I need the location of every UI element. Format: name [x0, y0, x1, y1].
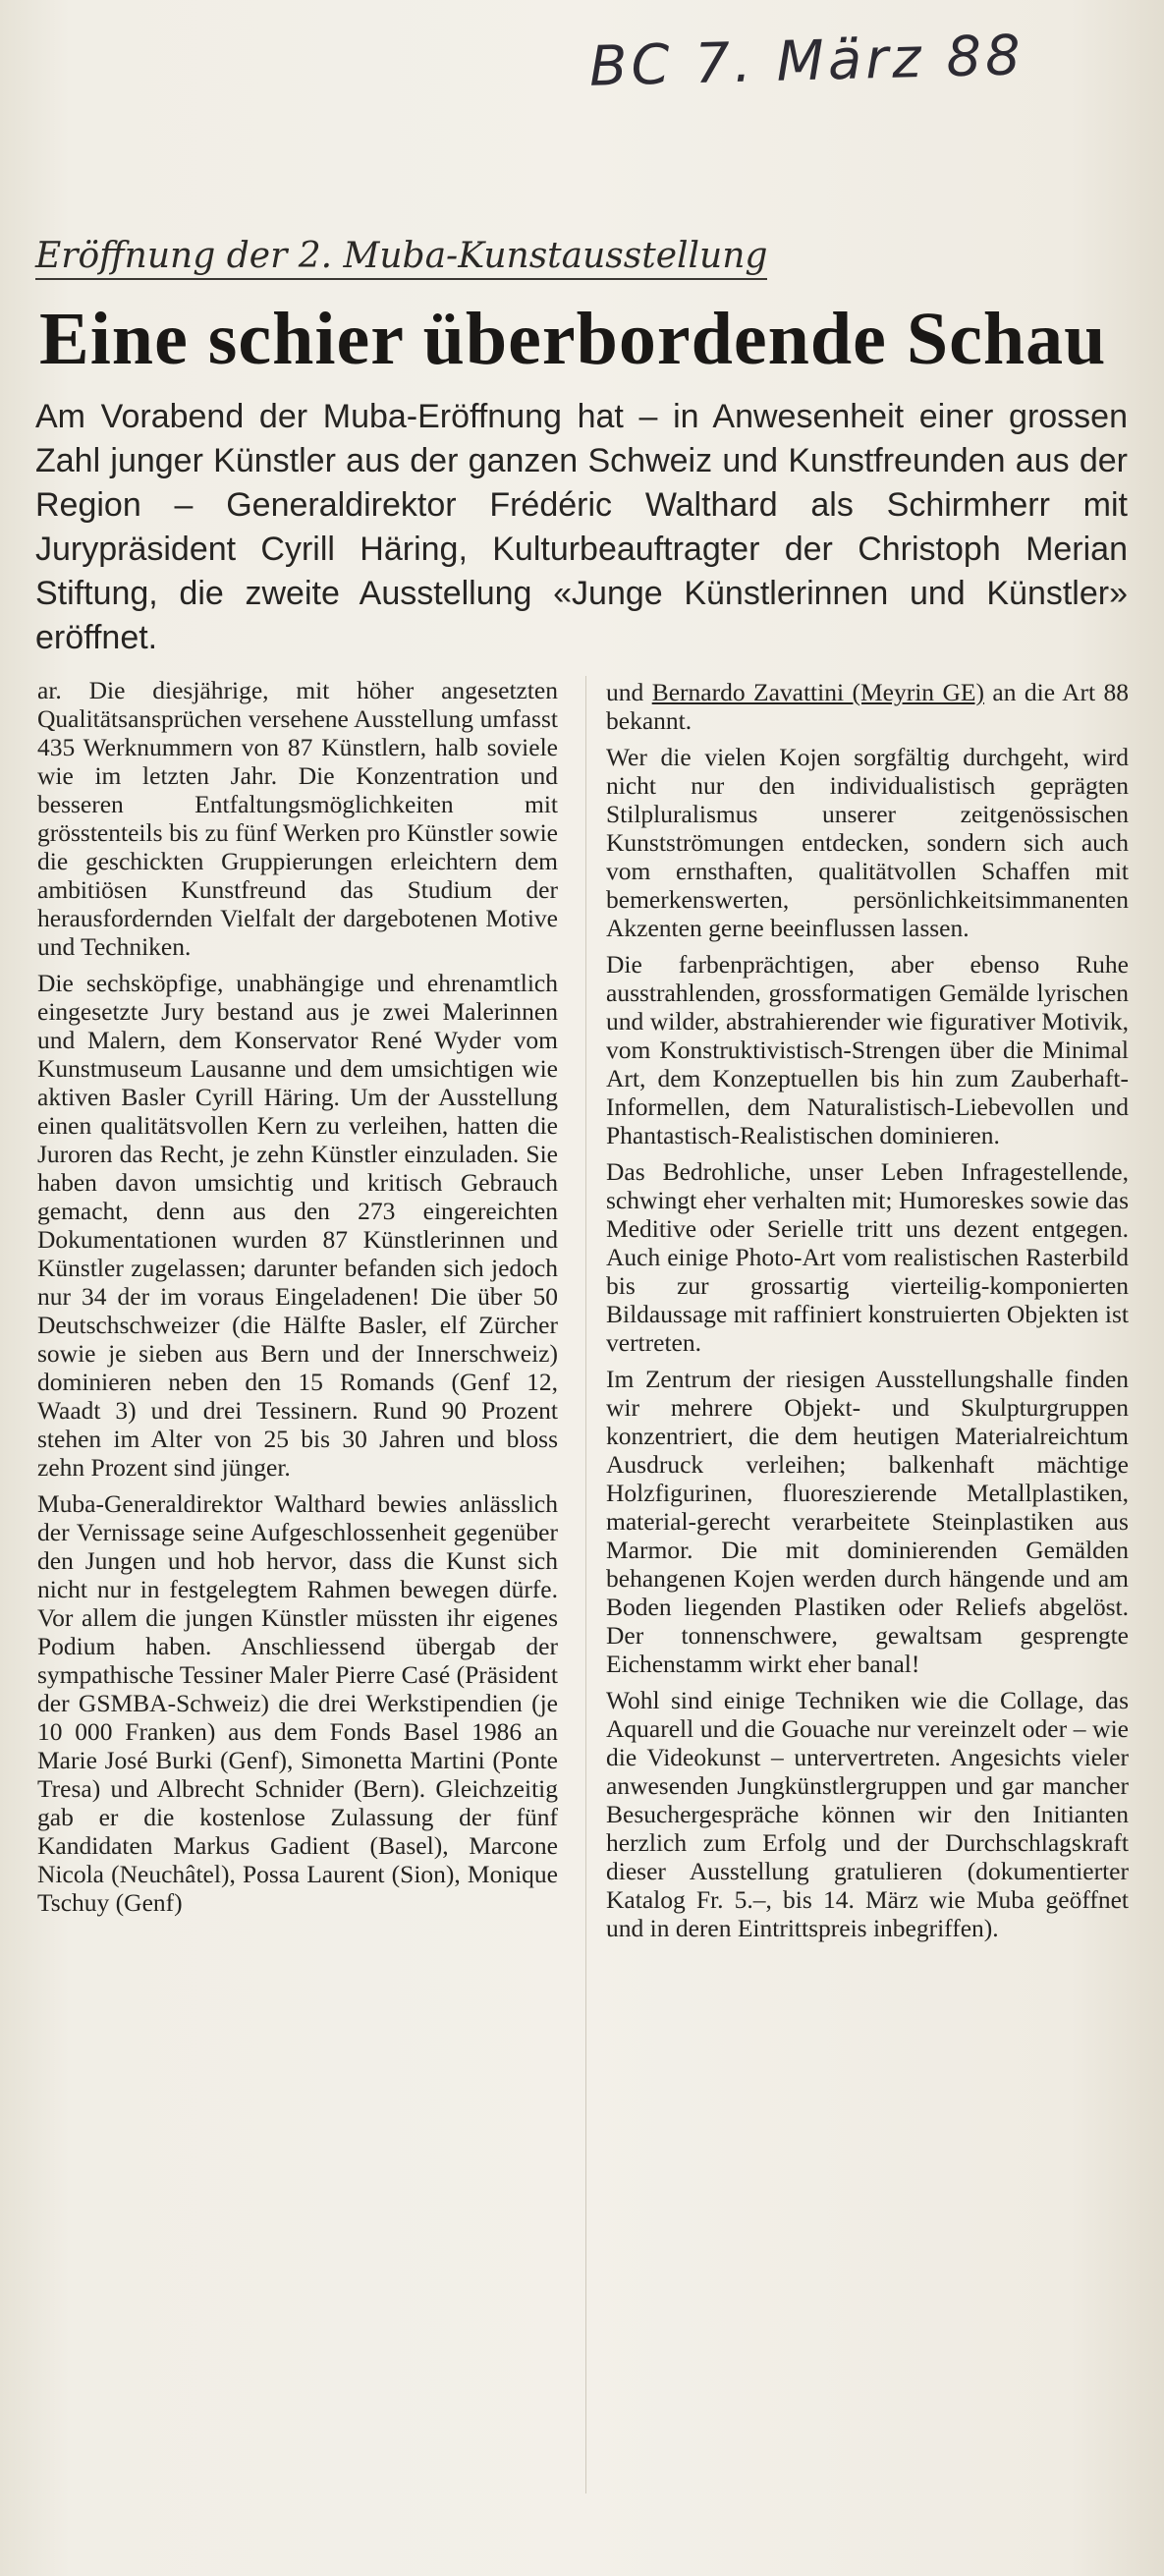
- body-paragraph: Wohl sind einige Techniken wie die Collage, das Aquarell und die Gouache nur vereinzelt oder – wie die Videokunst – untervertreten. Angesichts vieler anwesenden Jungkünstlergruppen und gar mancher Besuchergespräche können wir den Initianten herzlich zum Erfolg und der Durchschlagskraft dieser Ausstellung gratulieren (dokumentierter Katalog Fr. 5.–, bis 14. März wie Muba geöffnet und in deren Eintrittspreis inbegriffen).: [606, 1686, 1129, 1942]
- column-divider: [585, 676, 586, 2493]
- body-paragraph: ar. Die diesjährige, mit höher angesetzten Qualitätsansprüchen versehene Ausstellung umfasst 435 Werknummern von 87 Künstlern, halb soviele wie im letzten Jahr. Die Konzentration und besseren Entfaltungsmöglichkeiten mit grösstenteils bis zu fünf Werken pro Künstler sowie die geschickten Gruppierungen erleichtern dem ambitiösen Kunstfreund das Studium der herausfordernden Vielfalt der dargebotenen Motive und Techniken.: [37, 676, 558, 961]
- article-lead: Am Vorabend der Muba-Eröffnung hat – in Anwesenheit einer grossen Zahl junger Künstler aus der ganzen Schweiz und Kunstfreunden aus der Region – Generaldirektor Frédéric Walthard als Schirmherr mit Jurypräsident Cyrill Häring, Kulturbeauftragter der Christoph Merian Stiftung, die zweite Ausstellung «Junge Künstlerinnen und Künstler» eröffnet.: [35, 398, 1128, 656]
- body-paragraph: Die sechsköpfige, unabhängige und ehrenamtlich eingesetzte Jury bestand aus je zwei Malerinnen und Malern, dem Konservator René Wyder vom Kunstmuseum Lausanne und dem umsichtigen wie aktiven Basler Cyrill Häring. Um der Ausstellung einen qualitätsvollen Kern zu verleihen, hatten die Juroren das Recht, je zehn Künstler einzuladen. Sie haben davon umsichtig und kritisch Gebrauch gemacht, denn aus den 273 eingereichten Dokumentationen wurden 87 Künstlerinnen und Künstler zugelassen; darunter befanden sich jedoch nur 34 der im voraus Eingeladenen! Die über 50 Deutschschweizer (die Hälfte Basler, elf Zürcher sowie je sieben aus Bern und der Innerschweiz) dominieren neben den 15 Romands (Genf 12, Waadt 3) und drei Tessinern. Rund 90 Prozent stehen im Alter von 25 bis 30 Jahren und bloss zehn Prozent sind jünger.: [37, 969, 558, 1482]
- handwritten-date-note: BC 7. März 88: [588, 24, 1025, 99]
- body-paragraph: Wer die vielen Kojen sorgfältig durchgeht, wird nicht nur den individualistisch geprägten Stilpluralismus unserer zeitgenössischen Kunstströmungen entdecken, sondern sich auch vom ernsthaften, qualitätvollen Schaffen mit bemerkenswerten, persönlichkeitsimmanenten Akzenten gerne beeinflussen lassen.: [606, 743, 1129, 942]
- body-paragraph: Im Zentrum der riesigen Ausstellungshalle finden wir mehrere Objekt- und Skulpturgruppen konzentriert, die dem heutigen Materialreichtum Ausdruck verleihen; balkenhaft mächtige Holzfigurinen, fluoreszierende Metallplastiken, material-gerecht verarbeitete Steinplastiken aus Marmor. Die mit dominierenden Gemälden behangenen Kojen werden durch hängende und am Boden liegenden Plastiken oder Reliefs abgelöst. Der tonnenschwere, gewaltsam gesprengte Eichenstamm wirkt eher banal!: [606, 1365, 1129, 1678]
- right-column: [606, 678, 1129, 1950]
- body-paragraph: Das Bedrohliche, unser Leben Infragestellende, schwingt eher verhalten mit; Humoreskes sowie das Meditive oder Serielle tritt uns dezent entgegen. Auch einige Photo-Art vom realistischen Rasterbild bis zur grossartig vierteilig-komponierten Bildaussage mit raffiniert konstruierten Objekten ist vertreten.: [606, 1157, 1129, 1357]
- article-headline: Eine schier überbordende Schau: [39, 298, 1107, 380]
- body-paragraph: [606, 678, 1129, 735]
- underlined-name: Bernardo Zavattini (Meyrin GE): [651, 678, 984, 706]
- paragraph-prefix: und: [606, 678, 652, 706]
- article-kicker: Eröffnung der 2. Muba-Kunstausstellung: [35, 236, 767, 280]
- body-paragraph: Muba-Generaldirektor Walthard bewies anlässlich der Vernissage seine Aufgeschlossenheit gegenüber den Jungen und hob hervor, dass die Kunst sich nicht nur in festgelegtem Rahmen bewegen dürfe. Vor allem die jungen Künstler müssten ihr eigenes Podium haben. Anschliessend übergab der sympathische Tessiner Maler Pierre Casé (Präsident der GSMBA-Schweiz) die drei Werkstipendien (je 10 000 Franken) aus dem Fonds Basel 1986 an Marie José Burki (Genf), Simonetta Martini (Ponte Tresa) und Albrecht Schnider (Bern). Gleichzeitig gab er die kostenlose Zulassung der fünf Kandidaten Markus Gadient (Basel), Marcone Nicola (Neuchâtel), Possa Laurent (Sion), Monique Tschuy (Genf): [37, 1489, 558, 1917]
- body-paragraph: Die farbenprächtigen, aber ebenso Ruhe ausstrahlenden, grossformatigen Gemälde lyrischen und wilder, abstrahierender wie figurativer Motivik, vom Konstruktivistisch-Strengen über die Minimal Art, dem Konzeptuellen bis hin zum Zauberhaft-Informellen, dem Naturalistisch-Liebevollen und Phantastisch-Realistischen dominieren.: [606, 950, 1129, 1149]
- left-column: [37, 676, 558, 1925]
- paragraph-suffix: an die Art 88 bekannt.: [606, 678, 1130, 735]
